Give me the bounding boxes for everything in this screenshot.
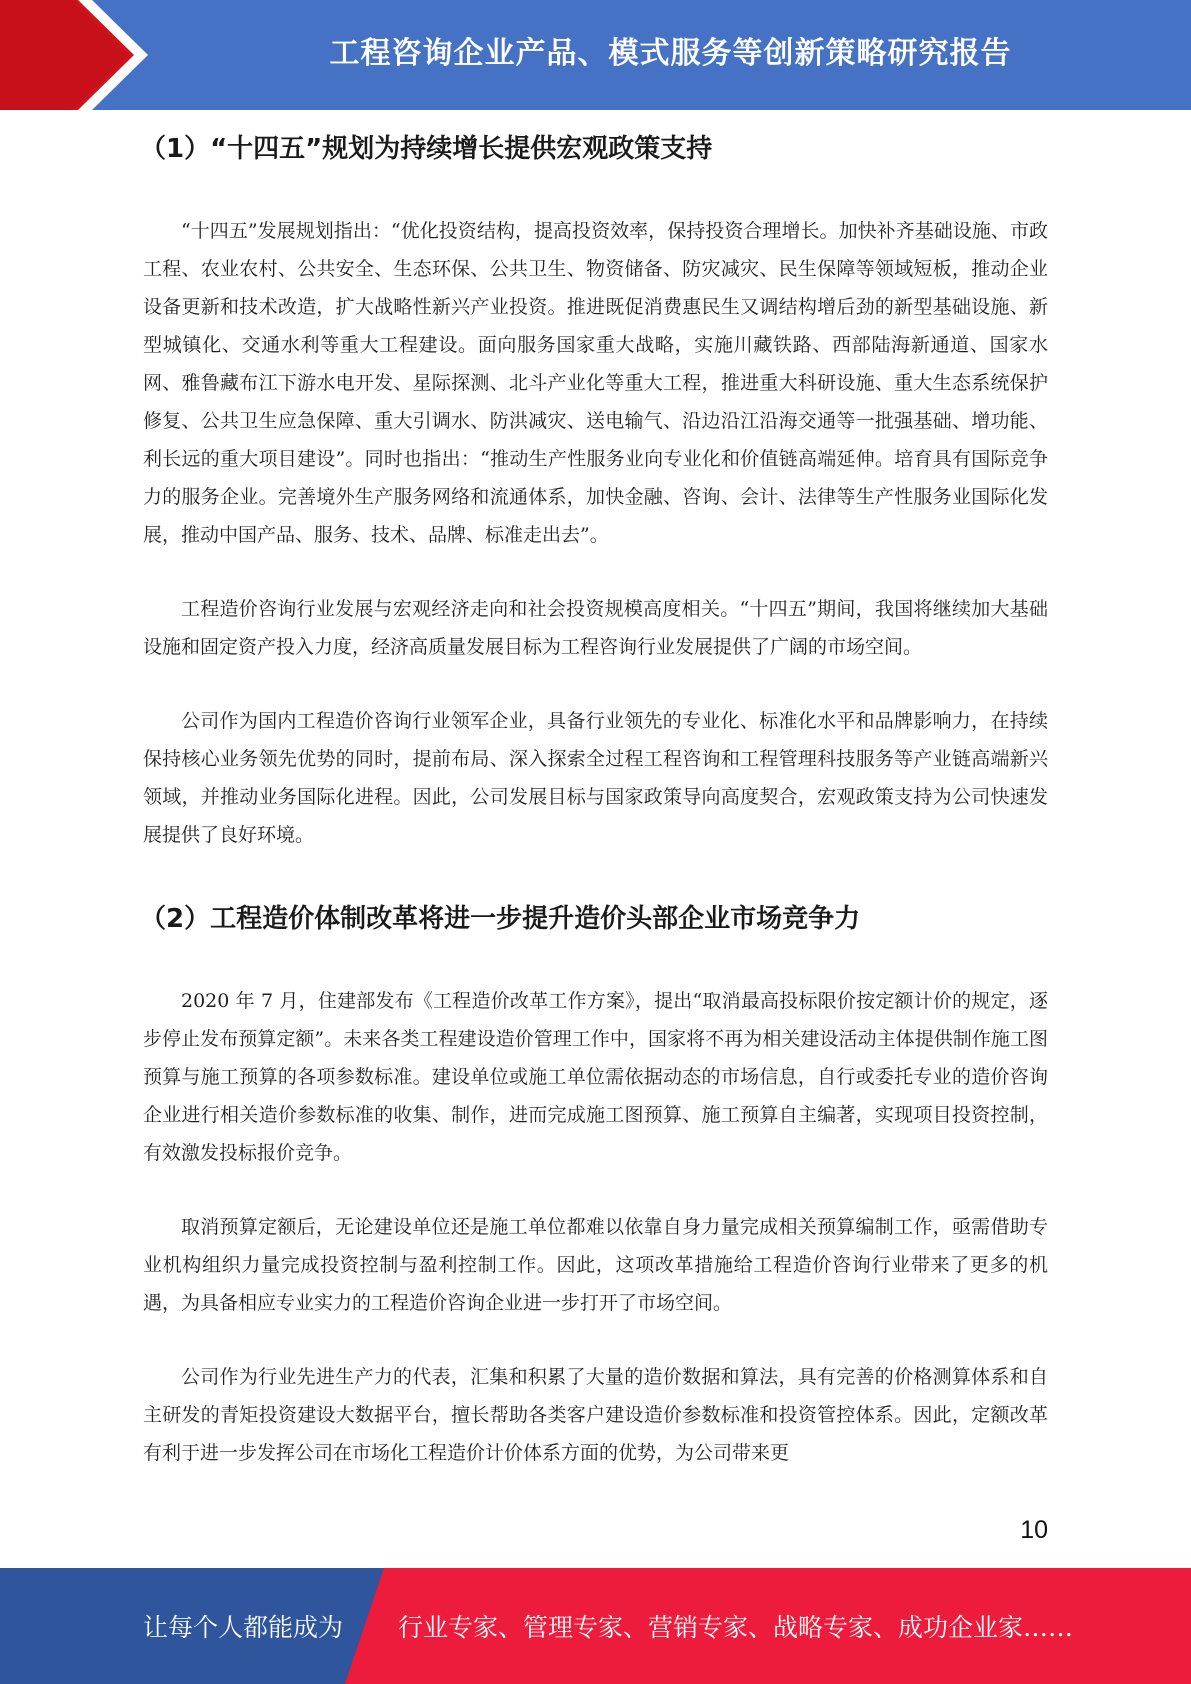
- report-title: 工程咨询企业产品、模式服务等创新策略研究报告: [329, 36, 1012, 71]
- footer-slogan-left: 让每个人都能成为: [143, 1613, 344, 1642]
- report-header: [0, 0, 1191, 110]
- section-2-paragraph-1: 2020 年 7 月，住建部发布《工程造价改革工作方案》，提出“取消最高投标限价按定额计价的规定，逐步停止发布预算定额”。未来各类工程建设造价管理工作中，国家将不再为相关建设活动主体提供制作施工图预算与施工预算的各项参数标准。建设单位或施工单位需依据动态的市场信息，自行或委托专业的造价咨询企业进行相关造价参数标准的收集、制作，进而完成施工图预算、施工预算自主编著，实现项目投资控制，有效激发投标报价竞争。: [143, 990, 1048, 1164]
- page-content: [140, 118, 1048, 1472]
- section-1-paragraph-2: 工程造价咨询行业发展与宏观经济走向和社会投资规模高度相关。“十四五”期间，我国将继续加大基础设施和固定资产投入力度，经济高质量发展目标为工程咨询行业发展提供了广阔的市场空间。: [143, 598, 1048, 658]
- section-heading-1: （1）“十四五”规划为持续增长提供宏观政策支持: [140, 134, 713, 164]
- section-1-paragraph-1: “十四五”发展规划指出：“优化投资结构，提高投资效率，保持投资合理增长。加快补齐基础设施、市政工程、农业农村、公共安全、生态环保、公共卫生、物资储备、防灾减灾、民生保障等领域短板，推动企业设备更新和技术改造，扩大战略性新兴产业投资。推进既促消费惠民生又调结构增后劲的新型基础设施、新型城镇化、交通水利等重大工程建设。面向服务国家重大战略，实施川藏铁路、西部陆海新通道、国家水网、雅鲁藏布江下游水电开发、星际探测、北斗产业化等重大工程，推进重大科研设施、重大生态系统保护修复、公共卫生应急保障、重大引调水、防洪减灾、送电输气、沿边沿江沿海交通等一批强基础、增功能、利长远的重大项目建设”。同时也指出：“推动生产性服务业向专业化和价值链高端延伸。培育具有国际竞争力的服务企业。完善境外生产服务网络和流通体系，加快金融、咨询、会计、法律等生产性服务业国际化发展，推动中国产品、服务、技术、品牌、标准走出去”。: [143, 220, 1048, 546]
- header-arrow-decoration: [0, 0, 160, 110]
- section-heading-2: （2）工程造价体制改革将进一步提升造价头部企业市场竞争力: [140, 904, 861, 934]
- section-2-paragraph-2: 取消预算定额后，无论建设单位还是施工单位都难以依靠自身力量完成相关预算编制工作，亟需借助专业机构组织力量完成投资控制与盈利控制工作。因此，这项改革措施给工程造价咨询行业带来了更多的机遇，为具备相应专业实力的工程造价咨询企业进一步打开了市场空间。: [143, 1216, 1048, 1314]
- section-2-paragraph-3: 公司作为行业先进生产力的代表，汇集和积累了大量的造价数据和算法，具有完善的价格测算体系和自主研发的青矩投资建设大数据平台，擅长帮助各类客户建设造价参数标准和投资管控体系。因此，定额改革有利于进一步发挥公司在市场化工程造价计价体系方面的优势，为公司带来更: [143, 1366, 1048, 1464]
- footer-slogan-right: 行业专家、管理专家、营销专家、战略专家、成功企业家……: [398, 1613, 1074, 1642]
- report-footer: [0, 1568, 1191, 1684]
- section-1-paragraph-3: 公司作为国内工程造价咨询行业领军企业，具备行业领先的专业化、标准化水平和品牌影响力，在持续保持核心业务领先优势的同时，提前布局、深入探索全过程工程咨询和工程管理科技服务等产业链高端新兴领域，并推动业务国际化进程。因此，公司发展目标与国家政策导向高度契合，宏观政策支持为公司快速发展提供了良好环境。: [143, 710, 1048, 846]
- page-number: 10: [1020, 1516, 1048, 1544]
